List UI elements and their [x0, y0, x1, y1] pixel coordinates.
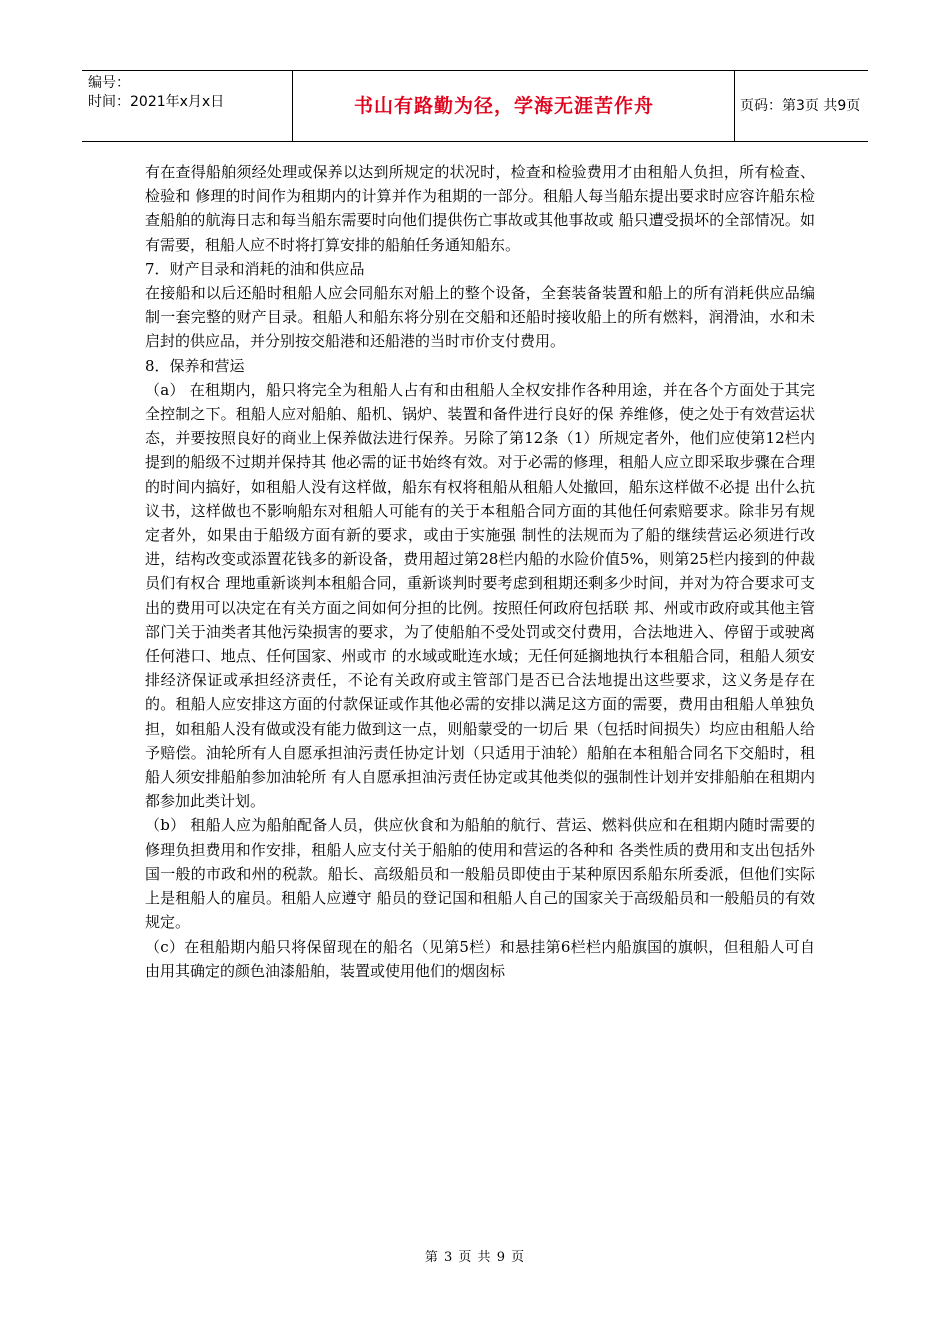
header-divider [734, 71, 735, 141]
document-body [145, 160, 815, 983]
section-heading-8: 8．保养和营运 [145, 356, 245, 375]
paragraph-8c: （c）在租船期内船只将保留现在的船名（见第5栏）和悬挂第6栏栏内船旗国的旗帜，但租船人可自由用其确定的颜色油漆船舶，装置或使用他们的烟囱标 [145, 937, 815, 980]
header-number-label: 编号： [88, 75, 130, 91]
header-motto: 书山有路勤为径，学海无涯苦作舟 [353, 95, 654, 117]
header-page-label: 页码：第3页 共9页 [740, 98, 861, 114]
header-info [82, 71, 292, 141]
page-footer: 第 3 页 共 9 页 [424, 1250, 526, 1265]
paragraph-8b: （b） 租船人应为船舶配备人员，供应伙食和为船舶的航行、营运、燃料供应和在租期内随时需要的修理负担费用和作安排，租船人应支付关于船舶的使用和营运的各种和 各类性质的费用和支出包括外国一般的市政和州的税款。船长、高级船员和一般船员即使由于某种原因系船东所委派，但他们实际上是租船人的雇员。租船人应遵守 船员的登记国和租船人自己的国家关于高级船员和一般船员的有效规定。 [145, 816, 815, 932]
header-divider [292, 71, 293, 141]
paragraph-8a: （a） 在租期内，船只将完全为租船人占有和由租船人全权安排作各种用途，并在各个方面处于其完全控制之下。租船人应对船舶、船机、锅炉、装置和备件进行良好的保 养维修，使之处于有效营运状态，并要按照良好的商业上保养做法进行保养。另除了第12条（1）所规定者外，他们应使第12栏内提到的船级不过期并保持其 他必需的证书始终有效。对于必需的修理，租船人应立即采取步骤在合理的时间内搞好，如租船人没有这样做，船东有权将租船从租船人处撤回，船东这样做不必提 出什么抗议书，这样做也不影响船东对租船人可能有的关于本租船合同方面的其他任何索赔要求。除非另有规定者外，如果由于船级方面有新的要求，或由于实施强 制性的法规而为了船的继续营运必须进行改进，结构改变或添置花钱多的新设备，费用超过第28栏内船的水险价值5%，则第25栏内接到的仲裁员们有权合 理地重新谈判本租船合同，重新谈判时要考虑到租期还剩多少时间，并对为符合要求可支出的费用可以决定在有关方面之间如何分担的比例。按照任何政府包括联 邦、州或市政府或其他主管部门关于油类者其他污染损害的要求，为了使船舶不受处罚或交付费用，合法地进入、停留于或驶离任何港口、地点、任何国家、州或市 的水域或毗连水域；无任何延搁地执行本租船合同，租船人须安排经济保证或承担经济责任，不论有关政府或主管部门是否已合法地提出这些要求，这义务是存在 的。租船人应安排这方面的付款保证或作其他必需的安排以满足这方面的需要，费用由租船人单独负担，如租船人没有做或没有能力做到这一点，则船蒙受的一切后 果（包括时间损失）均应由租船人给予赔偿。油轮所有人自愿承担油污责任协定计划（只适用于油轮）船舶在本租船合同名下交船时，租船人须安排船舶参加油轮所 有人自愿承担油污责任协定或其他类似的强制性计划并安排船舶在租期内都参加此类计划。 [145, 380, 815, 811]
paragraph-section-7: 在接船和以后还船时租船人应会同船东对船上的整个设备，全套装备装置和船上的所有消耗供应品编制一套完整的财产目录。租船人和船东将分别在交船和还船时接收船上的所有燃料，润滑油，水和未启封的供应品，并分别按交船港和还船港的当时市价支付费用。 [145, 284, 815, 351]
paragraph-continued: 有在查得船舶须经处理或保养以达到所规定的状况时，检查和检验费用才由租船人负担，所有检查、检验和 修理的时间作为租期内的计算并作为租期的一部分。租船人每当船东提出要求时应容许船东检查船舶的航海日志和每当船东需要时向他们提供伤亡事故或其他事故或 船只遭受损坏的全部情况。如有需要，租船人应不时将打算安排的船舶任务通知船东。 [145, 163, 815, 254]
section-heading-7: 7．财产目录和消耗的油和供应品 [145, 259, 365, 278]
header-time-label: 时间：2021年x月x日 [88, 94, 225, 110]
page-header [82, 70, 868, 142]
